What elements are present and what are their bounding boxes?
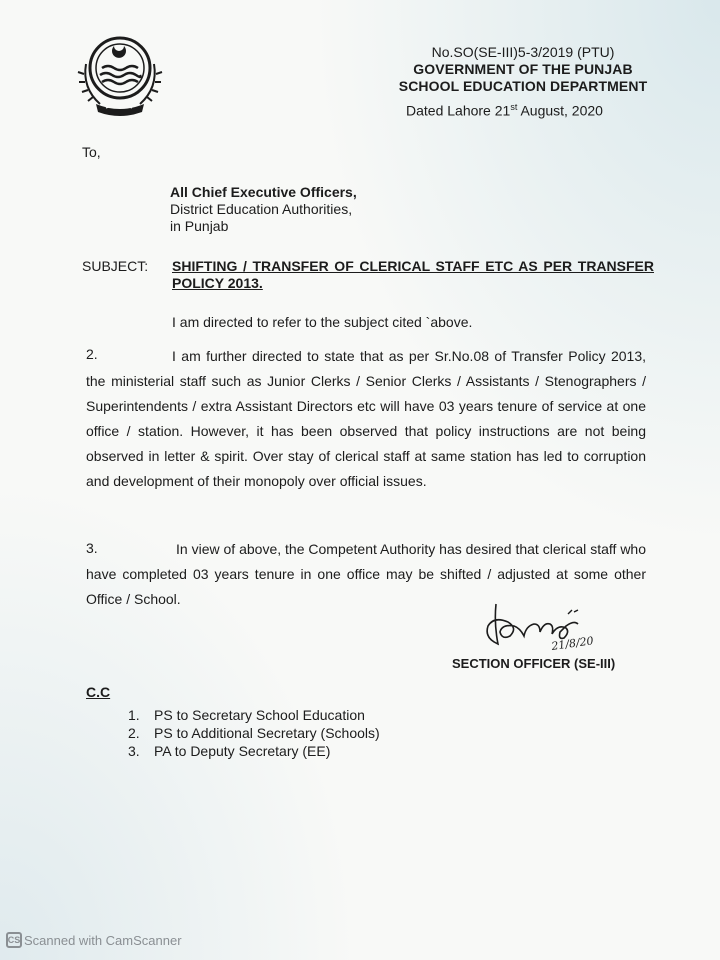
department-name: SCHOOL EDUCATION DEPARTMENT — [398, 78, 648, 94]
paragraph-3-text: In view of above, the Competent Authority has desired that clerical staff who have completed 03 years tenure in one office may be shifted / adjusted at some other Office / School. — [86, 541, 646, 607]
date-prefix: Dated Lahore 21 — [406, 102, 511, 119]
paragraph-2-number: 2. — [86, 346, 98, 362]
letter-date — [406, 102, 603, 119]
date-superscript: st — [510, 102, 518, 112]
to-label: To, — [82, 144, 101, 160]
reference-number: No.SO(SE-III)5-3/2019 (PTU) — [431, 44, 615, 60]
cc-list — [128, 706, 380, 760]
cc-item-text: PS to Additional Secretary (Schools) — [154, 725, 380, 741]
paragraph-3-number: 3. — [86, 540, 98, 556]
list-item — [128, 706, 380, 724]
cc-item-text: PS to Secretary School Education — [154, 707, 365, 723]
punjab-emblem-icon — [72, 24, 168, 124]
scanner-watermark — [6, 932, 182, 948]
addressee-line-3: in Punjab — [170, 218, 229, 234]
government-name: GOVERNMENT OF THE PUNJAB — [413, 61, 633, 77]
subject-label: SUBJECT: — [82, 258, 149, 274]
addressee-line-2: District Education Authorities, — [170, 201, 353, 217]
list-item — [128, 742, 380, 760]
cc-item-number: 3. — [128, 743, 140, 759]
camscanner-icon: CS — [6, 932, 22, 948]
paragraph-2-text: I am further directed to state that as per Sr.No.08 of Transfer Policy 2013, the ministerial staff such as Junior Clerks / Senior Clerks / Assistants / Stenographers / Superintendents / extra Assistant Directors etc will have 03 years tenure of service at one office / station. However, it has been observed that policy instructions are not being observed in letter & spirit. Over stay of clerical staff at same station has led to corruption and development of their monopoly over official issues. — [86, 348, 646, 489]
signatory-title: SECTION OFFICER (SE-III) — [452, 656, 616, 671]
letter-header — [378, 44, 668, 95]
cc-label: C.C — [86, 684, 111, 700]
cc-item-number: 1. — [128, 707, 140, 723]
signature-date: 21/8/20 — [550, 634, 595, 653]
date-suffix: August, 2020 — [517, 102, 603, 119]
addressee-block — [170, 184, 357, 235]
cc-item-number: 2. — [128, 725, 140, 741]
subject-text: SHIFTING / TRANSFER OF CLERICAL STAFF ETC AS PER TRANSFER POLICY 2013. — [172, 258, 654, 291]
paragraph-2 — [86, 344, 646, 494]
cc-item-text: PA to Deputy Secretary (EE) — [154, 743, 331, 759]
addressee-line-1: All Chief Executive Officers, — [170, 184, 357, 200]
watermark-text: Scanned with CamScanner — [24, 932, 182, 948]
paragraph-1: I am directed to refer to the subject cited `above. — [172, 314, 473, 330]
list-item — [128, 724, 380, 742]
signature — [478, 600, 618, 658]
